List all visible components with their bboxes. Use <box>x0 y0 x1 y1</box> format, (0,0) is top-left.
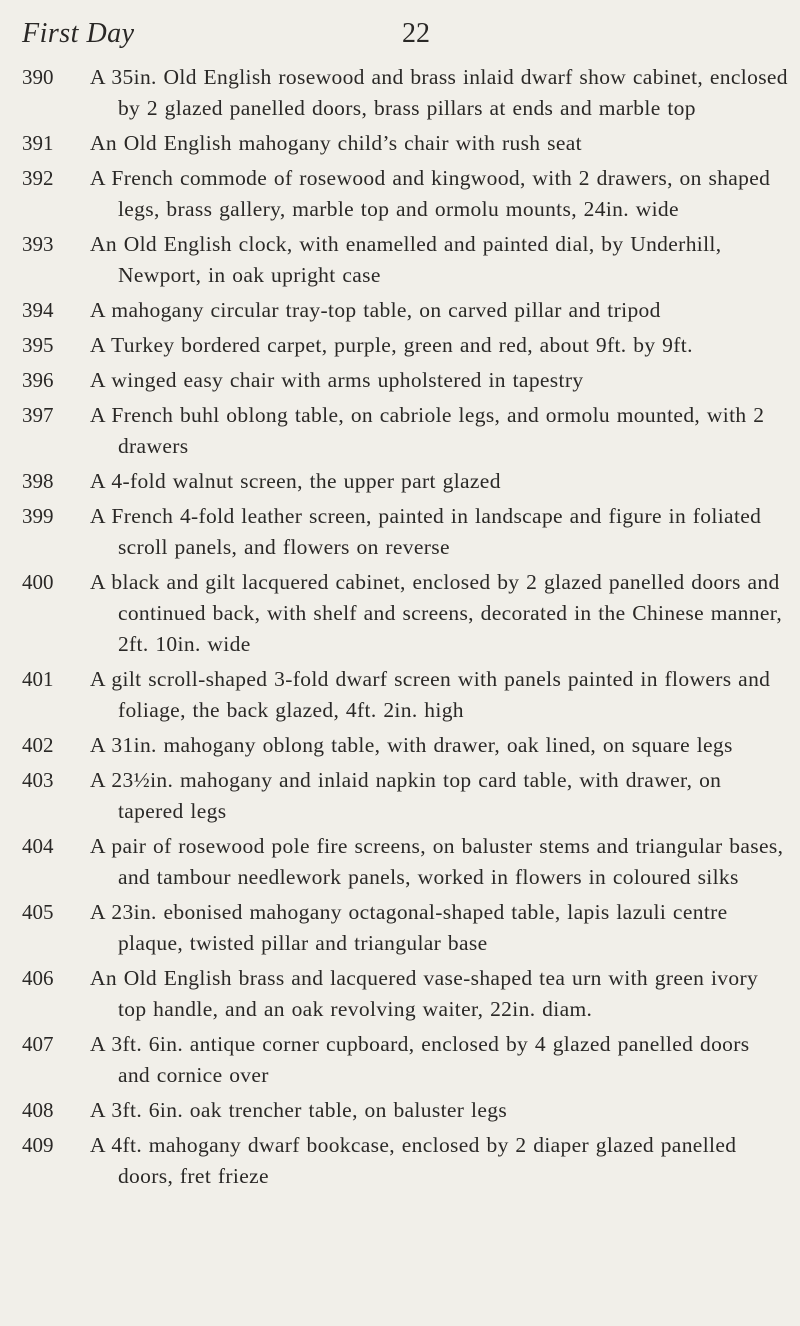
lot-number: 394 <box>22 298 54 322</box>
lot-entry <box>0 229 800 291</box>
lot-entry <box>0 163 800 225</box>
lot-entry <box>0 330 800 361</box>
lot-description: A Turkey bordered carpet, purple, green and red, about 9ft. by 9ft. <box>90 333 693 357</box>
lot-entry <box>0 765 800 827</box>
lot-number: 406 <box>22 966 54 990</box>
lot-number: 392 <box>22 166 54 190</box>
lot-description: A 23½in. mahogany and inlaid napkin top card table, with drawer, on tapered legs <box>90 768 722 823</box>
lot-entry <box>0 831 800 893</box>
lot-entry <box>0 1095 800 1126</box>
lot-description: A 4ft. mahogany dwarf bookcase, enclosed by 2 diaper glazed panelled doors, fret frieze <box>90 1133 737 1188</box>
lot-list <box>0 62 800 1196</box>
running-head: First Day <box>22 18 135 49</box>
lot-description: A winged easy chair with arms upholstered in tapestry <box>90 368 584 392</box>
lot-number: 405 <box>22 900 54 924</box>
lot-number: 393 <box>22 232 54 256</box>
lot-number: 408 <box>22 1098 54 1122</box>
lot-description: A French commode of rosewood and kingwood, with 2 drawers, on shaped legs, brass gallery, marble top and ormolu mounts, 24in. wide <box>90 166 771 221</box>
lot-number: 407 <box>22 1032 54 1056</box>
lot-number: 402 <box>22 733 54 757</box>
lot-entry <box>0 1130 800 1192</box>
lot-entry <box>0 501 800 563</box>
lot-number: 399 <box>22 504 54 528</box>
lot-entry <box>0 567 800 660</box>
lot-description: A 3ft. 6in. oak trencher table, on baluster legs <box>90 1098 508 1122</box>
lot-number: 395 <box>22 333 54 357</box>
lot-entry <box>0 295 800 326</box>
lot-number: 398 <box>22 469 54 493</box>
lot-description: A black and gilt lacquered cabinet, enclosed by 2 glazed panelled doors and continued back, with shelf and screens, decorated in the Chinese manner, 2ft. 10in. wide <box>90 570 783 656</box>
lot-entry <box>0 1029 800 1091</box>
lot-number: 390 <box>22 65 54 89</box>
lot-number: 404 <box>22 834 54 858</box>
lot-entry <box>0 664 800 726</box>
lot-entry <box>0 897 800 959</box>
lot-description: A 4-fold walnut screen, the upper part glazed <box>90 469 501 493</box>
page-number: 22 <box>402 18 430 49</box>
lot-description: A 23in. ebonised mahogany octagonal-shaped table, lapis lazuli centre plaque, twisted pillar and triangular base <box>90 900 728 955</box>
lot-entry <box>0 365 800 396</box>
lot-description: An Old English brass and lacquered vase-shaped tea urn with green ivory top handle, and an oak revolving waiter, 22in. diam. <box>90 966 759 1021</box>
lot-description: A pair of rosewood pole fire screens, on baluster stems and triangular bases, and tambour needlework panels, worked in flowers in coloured silks <box>90 834 784 889</box>
lot-entry <box>0 62 800 124</box>
lot-number: 409 <box>22 1133 54 1157</box>
lot-description: An Old English mahogany child’s chair with rush seat <box>90 131 582 155</box>
lot-description: A French buhl oblong table, on cabriole legs, and ormolu mounted, with 2 drawers <box>90 403 765 458</box>
lot-description: A 35in. Old English rosewood and brass inlaid dwarf show cabinet, enclosed by 2 glazed panelled doors, brass pillars at ends and marble top <box>90 65 788 120</box>
lot-number: 400 <box>22 570 54 594</box>
lot-description: A 31in. mahogany oblong table, with drawer, oak lined, on square legs <box>90 733 733 757</box>
lot-number: 401 <box>22 667 54 691</box>
lot-number: 396 <box>22 368 54 392</box>
lot-entry <box>0 400 800 462</box>
lot-number: 391 <box>22 131 54 155</box>
lot-number: 403 <box>22 768 54 792</box>
lot-description: A mahogany circular tray-top table, on carved pillar and tripod <box>90 298 661 322</box>
lot-entry <box>0 963 800 1025</box>
lot-number: 397 <box>22 403 54 427</box>
lot-description: A 3ft. 6in. antique corner cupboard, enclosed by 4 glazed panelled doors and cornice over <box>90 1032 750 1087</box>
page-header <box>22 18 720 52</box>
lot-description: A French 4-fold leather screen, painted in landscape and figure in foliated scroll panels, and flowers on reverse <box>90 504 762 559</box>
lot-entry <box>0 466 800 497</box>
lot-description: An Old English clock, with enamelled and painted dial, by Underhill, Newport, in oak upright case <box>90 232 722 287</box>
lot-entry <box>0 128 800 159</box>
lot-description: A gilt scroll-shaped 3-fold dwarf screen with panels painted in flowers and foliage, the back glazed, 4ft. 2in. high <box>90 667 771 722</box>
lot-entry <box>0 730 800 761</box>
